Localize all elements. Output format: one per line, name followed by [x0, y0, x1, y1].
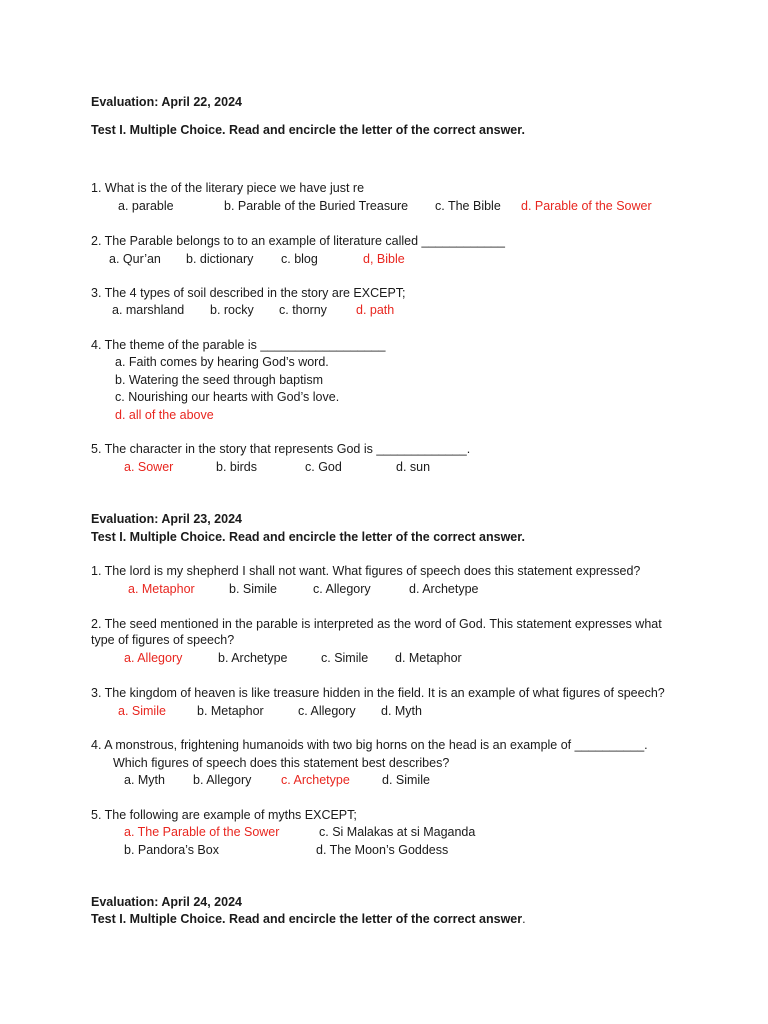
option: c. Simile: [321, 651, 369, 665]
option: b. rocky: [210, 303, 254, 317]
question-text: 1. The lord is my shepherd I shall not want. What figures of speech does this statement expressed?: [91, 564, 641, 578]
correct-answer: a. Simile: [118, 704, 166, 718]
question-text: 5. The following are example of myths EXCEPT;: [91, 808, 357, 822]
option: c. The Bible: [435, 199, 501, 213]
option: b. Allegory: [193, 773, 252, 787]
question-text: 5. The character in the story that represents God is _____________.: [91, 442, 471, 456]
option: d. Archetype: [409, 582, 479, 596]
correct-answer: a. Sower: [124, 460, 174, 474]
option: b. birds: [216, 460, 257, 474]
section-instruction: Test I. Multiple Choice. Read and encircle the letter of the correct answer.: [91, 530, 525, 544]
option: b. Simile: [229, 582, 277, 596]
option: b. Archetype: [218, 651, 288, 665]
option: b. dictionary: [186, 252, 254, 266]
correct-answer: a. Allegory: [124, 651, 183, 665]
option: b. Pandora’s Box: [124, 843, 219, 857]
option: d. The Moon’s Goddess: [316, 843, 449, 857]
option: c. Allegory: [313, 582, 371, 596]
question-text: 1. What is the of the literary piece we have just re: [91, 181, 365, 195]
correct-answer: d. all of the above: [115, 408, 214, 422]
option: b. Watering the seed through baptism: [115, 373, 323, 387]
option: c. thorny: [279, 303, 327, 317]
question-text: 3. The kingdom of heaven is like treasure hidden in the field. It is an example of what figures of speech?: [91, 686, 665, 700]
option: a. Faith comes by hearing God’s word.: [115, 355, 329, 369]
question-text-continued: Which figures of speech does this statement best describes?: [113, 756, 450, 770]
correct-answer: d. path: [356, 303, 395, 317]
option: d. sun: [396, 460, 431, 474]
option: b. Metaphor: [197, 704, 264, 718]
question-text-continued: type of figures of speech?: [91, 633, 235, 647]
option: b. Parable of the Buried Treasure: [224, 199, 409, 213]
option: a. marshland: [112, 303, 185, 317]
correct-answer: d. Parable of the Sower: [521, 199, 652, 213]
correct-answer: d, Bible: [363, 252, 405, 266]
section-title: Evaluation: April 24, 2024: [91, 895, 242, 909]
option: c. Nourishing our hearts with God’s love.: [115, 390, 340, 404]
option: c. blog: [281, 252, 318, 266]
correct-answer: a. Metaphor: [128, 582, 195, 596]
question-text: 2. The Parable belongs to to an example of literature called ____________: [91, 234, 505, 248]
section-instruction: Test I. Multiple Choice. Read and encircle the letter of the correct answer: [91, 912, 523, 926]
option: c. Si Malakas at si Maganda: [319, 825, 476, 839]
option: d. Simile: [382, 773, 430, 787]
section-title: Evaluation: April 23, 2024: [91, 512, 242, 526]
option: c. Allegory: [298, 704, 356, 718]
question-text: 3. The 4 types of soil described in the story are EXCEPT;: [91, 286, 406, 300]
option: a. Myth: [124, 773, 165, 787]
section-title: Evaluation: April 22, 2024: [91, 95, 242, 109]
correct-answer: a. The Parable of the Sower: [124, 825, 280, 839]
option: a. parable: [118, 199, 174, 213]
section-instruction: Test I. Multiple Choice. Read and encircle the letter of the correct answer.: [91, 123, 525, 137]
instruction-period: .: [522, 912, 526, 926]
option: d. Myth: [381, 704, 422, 718]
correct-answer: c. Archetype: [281, 773, 350, 787]
section-instruction-line: [91, 911, 526, 928]
option: c. God: [305, 460, 342, 474]
question-text: 4. A monstrous, frightening humanoids with two big horns on the head is an example of __________.: [91, 738, 648, 752]
option: a. Qur’an: [109, 252, 161, 266]
question-text: 4. The theme of the parable is __________________: [91, 338, 386, 352]
question-text: 2. The seed mentioned in the parable is interpreted as the word of God. This statement expresses what: [91, 617, 662, 631]
option: d. Metaphor: [395, 651, 462, 665]
